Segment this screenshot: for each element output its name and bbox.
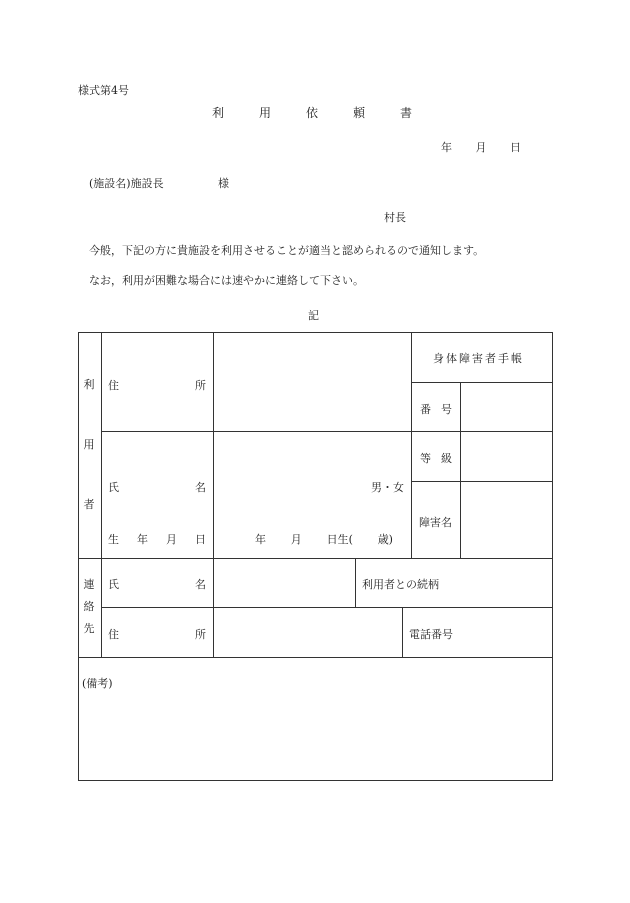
contact-name-label: 氏 名: [108, 578, 206, 591]
relationship-label: 利用者との続柄: [362, 578, 439, 591]
table-rule: [411, 382, 552, 383]
date-year-label: 年: [441, 141, 452, 154]
table-rule: [78, 558, 553, 559]
user-birth-label: 生 年 月 日: [108, 533, 206, 546]
document-title: [212, 104, 412, 121]
body-line-1: 今般，下記の方に貴施設を利用させることが適当と認められるので通知します。: [89, 244, 485, 257]
birth-date-value: 年 月 日生( 歳): [255, 533, 393, 546]
table-rule: [411, 332, 412, 558]
table-border: [78, 332, 553, 333]
table-rule: [101, 332, 102, 657]
ki-label: 記: [308, 309, 319, 322]
table-rule: [213, 332, 214, 657]
table-rule: [355, 558, 356, 608]
table-rule: [101, 607, 552, 608]
phone-label: 電話番号: [409, 628, 453, 641]
table-rule: [101, 431, 552, 432]
date-field: [441, 139, 521, 155]
user-name-label: 氏 名: [108, 481, 206, 494]
contact-section-label: 連 絡 先: [83, 578, 95, 635]
title-char: 頼: [352, 106, 365, 120]
title-char: 利: [212, 106, 225, 120]
table-border: [552, 332, 553, 781]
user-address-label: 住 所: [108, 379, 206, 392]
date-month-label: 月: [475, 141, 487, 154]
gender-option: 男・女: [371, 481, 404, 494]
title-char: 用: [258, 106, 271, 120]
title-char: 書: [399, 106, 412, 120]
remarks-label: (備考): [82, 677, 113, 690]
handbook-grade-label: 等 級: [420, 452, 452, 465]
body-line-2: なお，利用が困難な場合には速やかに連絡して下さい。: [89, 274, 364, 287]
handbook-number-label: 番 号: [420, 403, 452, 416]
table-rule: [402, 607, 403, 657]
sender: 村長: [384, 211, 406, 224]
contact-address-label: 住 所: [108, 628, 206, 641]
addressee-facility: (施設名)施設長: [89, 177, 164, 190]
handbook-header: 身体障害者手帳: [433, 352, 524, 365]
disability-name-label: 障害名: [419, 516, 452, 529]
table-rule: [460, 382, 461, 558]
table-border: [78, 780, 553, 781]
form-number: 様式第4号: [78, 84, 129, 97]
user-section-label: 利 用 者: [83, 378, 95, 511]
addressee-honorific: 様: [218, 177, 229, 190]
date-day-label: 日: [510, 141, 521, 154]
table-border: [78, 332, 79, 781]
title-char: 依: [305, 106, 318, 120]
table-rule: [411, 481, 552, 482]
table-rule: [78, 657, 553, 658]
